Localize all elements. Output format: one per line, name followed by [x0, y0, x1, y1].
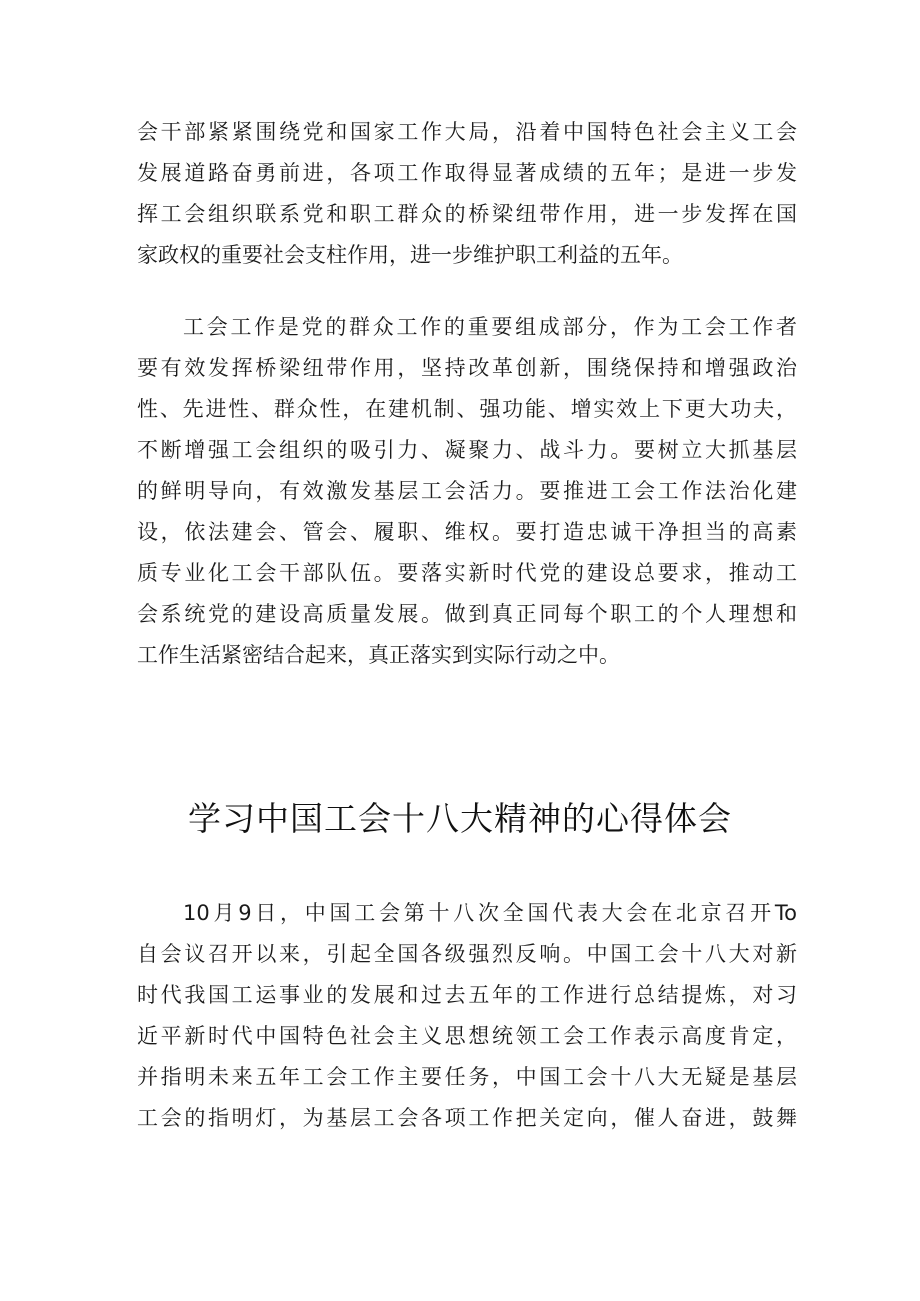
section-title: 学习中国工会十八大精神的心得体会 — [188, 799, 732, 838]
paragraph-congress — [137, 893, 797, 1139]
paragraph-line: 工会工作是党的群众工作的重要组成部分，作为工会工作者 — [183, 315, 797, 339]
paragraph-line: 自会议召开以来，引起全国各级强烈反响。中国工会十八大对新 — [137, 942, 797, 966]
paragraph-line: 工作生活紧密结合起来，真正落实到实际行动之中。 — [137, 643, 620, 667]
paragraph-line: 10月9日，中国工会第十八次全国代表大会在北京召开To — [183, 901, 797, 925]
paragraph-union-work — [137, 307, 797, 676]
paragraph-line: 发展道路奋勇前进，各项工作取得显著成绩的五年；是进一步发 — [137, 161, 797, 185]
paragraph-line: 设，依法建会、管会、履职、维权。要打造忠诚干净担当的高素 — [137, 520, 797, 544]
paragraph-line: 工会的指明灯，为基层工会各项工作把关定向，催人奋进，鼓舞 — [137, 1106, 797, 1130]
paragraph-continued — [137, 112, 797, 276]
paragraph-line: 挥工会组织联系党和职工群众的桥梁纽带作用，进一步发挥在国 — [137, 202, 797, 226]
paragraph-line: 近平新时代中国特色社会主义思想统领工会工作表示高度肯定， — [137, 1024, 797, 1048]
paragraph-line: 不断增强工会组织的吸引力、凝聚力、战斗力。要树立大抓基层 — [137, 438, 797, 462]
paragraph-line: 要有效发挥桥梁纽带作用，坚持改革创新，围绕保持和增强政治 — [137, 356, 797, 380]
paragraph-line: 的鲜明导向，有效激发基层工会活力。要推进工会工作法治化建 — [137, 479, 797, 503]
paragraph-line: 家政权的重要社会支柱作用，进一步维护职工利益的五年。 — [137, 243, 683, 267]
paragraph-line: 会干部紧紧围绕党和国家工作大局，沿着中国特色社会主义工会 — [137, 120, 797, 144]
paragraph-line: 并指明未来五年工会工作主要任务，中国工会十八大无疑是基层 — [137, 1065, 797, 1089]
paragraph-line: 时代我国工运事业的发展和过去五年的工作进行总结提炼，对习 — [137, 983, 797, 1007]
paragraph-line: 性、先进性、群众性，在建机制、强功能、增实效上下更大功夫， — [137, 397, 797, 421]
paragraph-line: 会系统党的建设高质量发展。做到真正同每个职工的个人理想和 — [137, 602, 797, 626]
paragraph-line: 质专业化工会干部队伍。要落实新时代党的建设总要求，推动工 — [137, 561, 797, 585]
